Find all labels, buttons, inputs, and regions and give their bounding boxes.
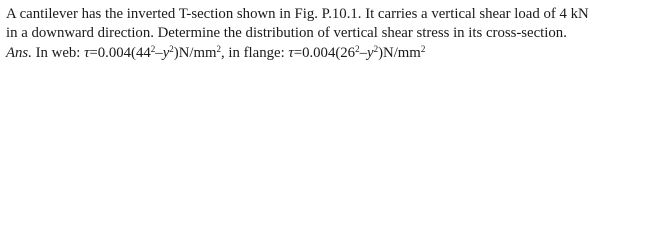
web-exponent-2: 2 xyxy=(169,44,174,55)
tau-symbol-web: τ xyxy=(84,45,90,61)
answer-label: Ans. xyxy=(6,45,32,61)
problem-line-1: A cantilever has the inverted T-section shown in Fig. P.10.1. It carries a vertical shear load of 4 kN xyxy=(6,6,589,22)
problem-line-2: in a downward direction. Determine the distribution of vertical shear stress in its cross-section. xyxy=(6,24,567,41)
answer-line xyxy=(6,44,654,63)
flange-unit-exponent: 2 xyxy=(420,44,426,55)
web-exponent-1: 2 xyxy=(150,44,156,55)
problem-block xyxy=(6,5,654,63)
flange-exponent-2: 2 xyxy=(373,44,379,55)
flange-expression-start: =0.004(26 xyxy=(293,45,356,61)
web-unit-exponent: 2 xyxy=(216,44,222,55)
web-y-variable: y xyxy=(162,45,170,61)
flange-label: , in flange: xyxy=(221,45,285,61)
flange-exponent-1: 2 xyxy=(355,44,360,55)
web-expression-close: )N/mm xyxy=(173,45,217,61)
flange-minus: – xyxy=(359,45,367,61)
flange-expression-close: )N/mm xyxy=(378,45,421,61)
web-minus: – xyxy=(155,45,163,61)
web-label: In web: xyxy=(35,45,81,61)
flange-y-variable: y xyxy=(367,45,374,61)
web-expression-start: =0.004(44 xyxy=(89,45,151,61)
tau-symbol-flange: τ xyxy=(288,45,294,61)
